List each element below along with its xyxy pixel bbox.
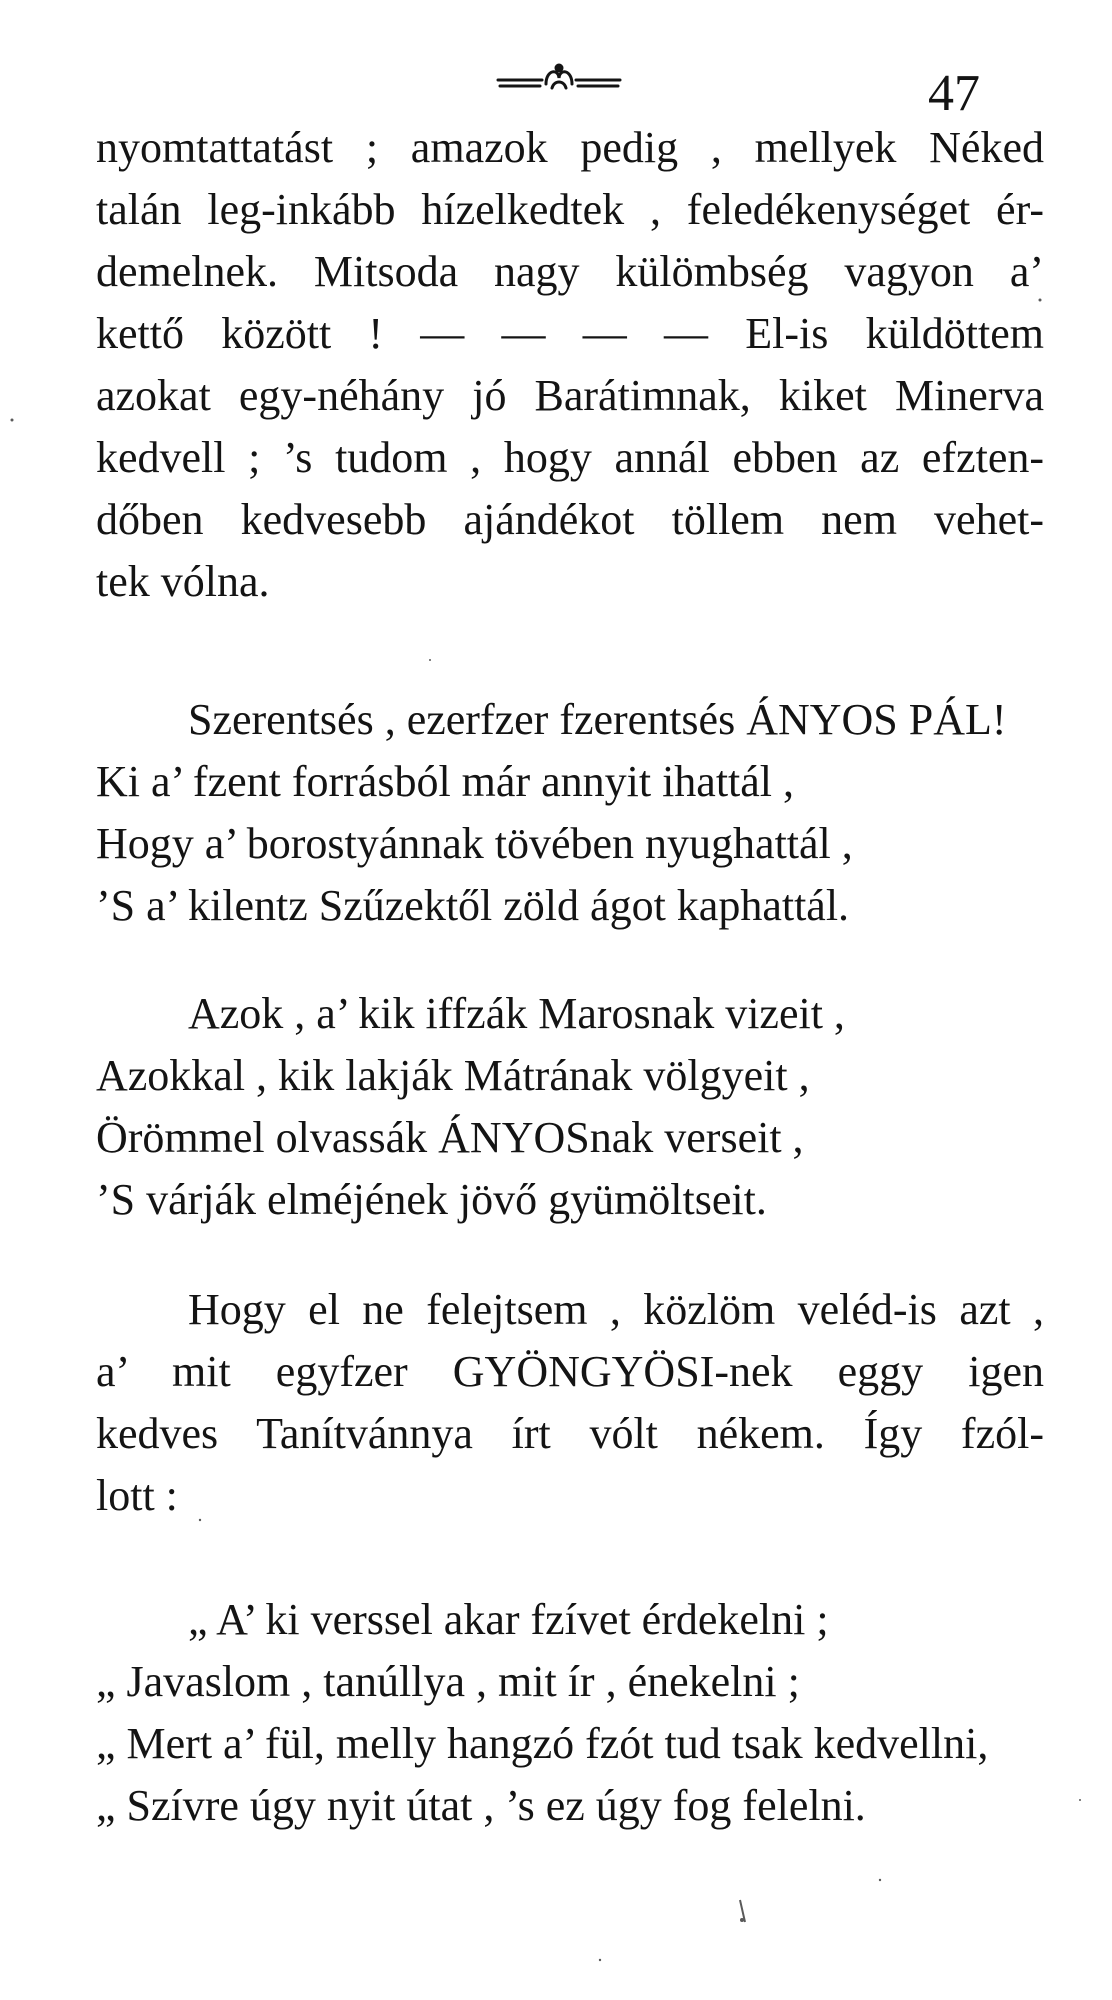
- text-line: a’ mit egyfzer GYÖNGYÖSI-nek eggy igen: [96, 1347, 1044, 1396]
- text-line: kedvell ; ’s tudom , hogy annál ebben az efzten-: [96, 433, 1044, 482]
- verse-line: „ Szívre úgy nyit útat , ’s ez úgy fog felelni.: [96, 1781, 866, 1830]
- verse-line: „ Javaslom , tanúllya , mit ír , énekelni ;: [96, 1657, 800, 1706]
- text-line: lott :: [96, 1471, 178, 1520]
- verse-line: Örömmel olvassák ÁNYOSnak verseit ,: [96, 1113, 804, 1162]
- verse-line: Szerentsés , ezerfzer fzerentsés ÁNYOS PÁL!: [188, 695, 1007, 744]
- text-line: tek vólna.: [96, 557, 270, 606]
- page-number: 47: [928, 65, 980, 122]
- verse-line: Hogy a’ borostyánnak tövében nyughattál ,: [96, 819, 853, 868]
- verse-line: ’S várják elméjének jövő gyümöltseit.: [96, 1175, 767, 1224]
- text-line: Hogy el ne felejtsem , közlöm veléd-is azt ,: [188, 1285, 1044, 1334]
- verse-line: Ki a’ fzent forrásból már annyit ihattál ,: [96, 757, 795, 806]
- text-line: talán leg-inkább hízelkedtek , feledékenységet ér-: [96, 185, 1044, 234]
- text-line: dőben kedvesebb ajándékot töllem nem vehet-: [96, 495, 1044, 544]
- text-line: nyomtattatást ; amazok pedig , mellyek Néked: [96, 123, 1044, 172]
- verse-line: „ Mert a’ fül, melly hangzó fzót tud tsak kedvellni,: [96, 1719, 989, 1768]
- text-line: azokat egy-néhány jó Barátimnak, kiket Minerva: [96, 371, 1044, 420]
- verse-line: ’S a’ kilentz Szűzektől zöld ágot kaphattál.: [96, 881, 850, 930]
- text-line: kedves Tanítvánnya írt vólt nékem. Így fzól-: [96, 1409, 1044, 1458]
- verse-line: Azokkal , kik lakják Mátrának völgyeit ,: [96, 1051, 810, 1100]
- text-line: demelnek. Mitsoda nagy külömbség vagyon a’: [96, 247, 1044, 296]
- verse-line: Azok , a’ kik iffzák Marosnak vizeit ,: [188, 989, 845, 1038]
- text-line: kettő között ! — — — — El-is küldöttem: [96, 309, 1044, 358]
- verse-line: „ A’ ki verssel akar fzívet érdekelni ;: [188, 1595, 829, 1644]
